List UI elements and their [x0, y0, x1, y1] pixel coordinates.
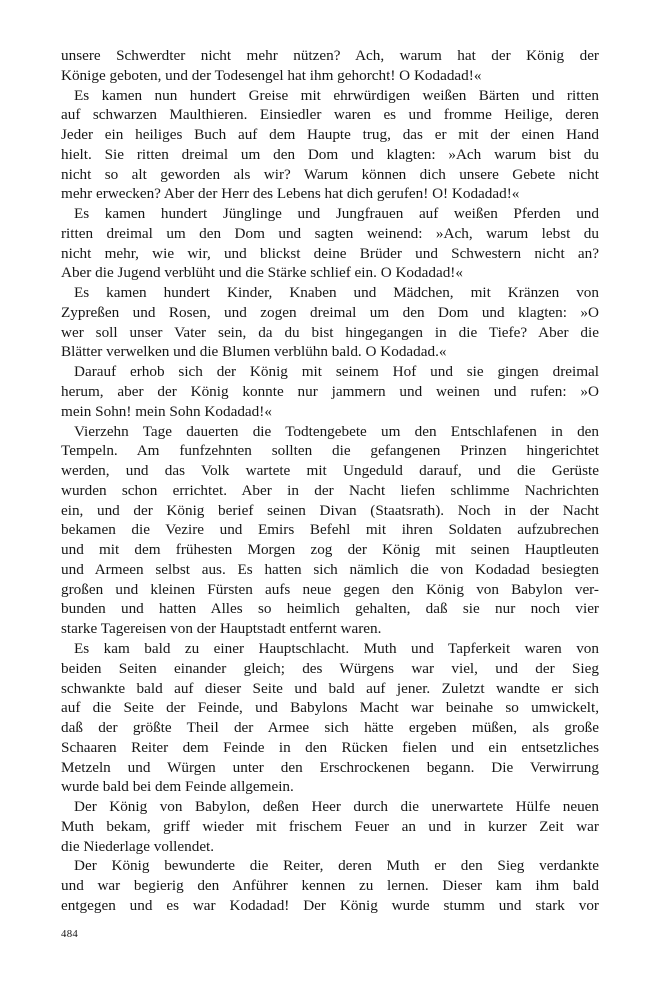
- text-line: wurde bald bei dem Feinde allgemein.: [61, 778, 294, 796]
- text-line: auf die Seite der Feinde, und Babylons Macht war beinahe so umwickelt,: [61, 699, 599, 717]
- text-line: Vierzehn Tage dauerten die Todtengebete um den Entschlafenen in den: [74, 422, 599, 440]
- text-line: Darauf erhob sich der König mit seinem Hof und sie gingen dreimal: [74, 363, 599, 381]
- text-line: Blätter verwelken und die Blumen verblühn bald. O Kodadad.«: [61, 343, 447, 361]
- text-line: Jeder ein heiliges Buch auf dem Haupte trug, das er mit der einen Hand: [61, 126, 599, 144]
- text-line: wurden schon errichtet. Aber in der Nacht liefen schlimme Nachrichten: [61, 481, 599, 499]
- text-line: wer soll unser Vater sein, da du bist hingegangen in die Tiefe? Aber die: [61, 323, 599, 341]
- text-line: nicht so alt geworden als wir? Warum können dich unsere Gebete nicht: [61, 165, 599, 183]
- text-line: herum, aber der König konnte nur jammern und weinen und rufen: »O: [61, 383, 599, 401]
- text-line: unsere Schwerdter nicht mehr nützen? Ach, warum hat der König der: [61, 47, 599, 64]
- text-line: Tempeln. Am funfzehnten sollten die gefangenen Prinzen hingerichtet: [61, 442, 599, 460]
- text-line: Muth bekam, griff wieder mit frischem Feuer an und in kurzer Zeit war: [61, 817, 599, 835]
- text-line: und Armeen selbst aus. Es hatten sich nämlich die von Kodadad besiegten: [61, 560, 599, 578]
- text-line: starke Tagereisen von der Hauptstadt entfernt waren.: [61, 620, 382, 638]
- text-line: schwankte bald auf dieser Seite und bald auf jener. Zuletzt wandte er sich: [61, 679, 599, 697]
- page-number: 484: [61, 928, 79, 940]
- text-line: Metzeln und Würgen unter den Erschrockenen begann. Die Verwirrung: [61, 758, 599, 776]
- text-line: nicht mehr, wie wir, und blickst deine Brüder und Schwestern nicht an?: [61, 244, 599, 262]
- text-line: mein Sohn! mein Sohn Kodadad!«: [61, 402, 272, 420]
- text-line: hielt. Sie ritten dreimal um den Dom und klagten: »Ach warum bist du: [61, 145, 599, 163]
- text-line: Es kamen hundert Kinder, Knaben und Mädchen, mit Kränzen von: [74, 284, 599, 302]
- text-line: Schaaren Reiter dem Feinde in den Rücken fielen und ein entsetzliches: [61, 738, 599, 756]
- text-line: und war begierig den Anführer kennen zu lernen. Dieser kam ihm bald: [61, 877, 599, 895]
- text-line: Der König bewunderte die Reiter, deren Muth er den Sieg verdankte: [74, 857, 599, 875]
- text-line: Es kamen hundert Jünglinge und Jungfrauen auf weißen Pferden und: [74, 205, 599, 223]
- text-line: ritten dreimal um den Dom und sagten weinend: »Ach, warum lebst du: [61, 224, 599, 242]
- text-line: und mit dem frühesten Morgen zog der König mit seinen Hauptleuten: [61, 541, 599, 559]
- text-line: Es kamen nun hundert Greise mit ehrwürdigen weißen Bärten und ritten: [74, 86, 599, 104]
- text-line: Es kam bald zu einer Hauptschlacht. Muth und Tapferkeit waren von: [74, 639, 599, 657]
- text-line: Aber die Jugend verblüht und die Stärke schlief ein. O Kodadad!«: [61, 264, 463, 282]
- text-line: ein, und der König berief seinen Divan (Staatsrath). Noch in der Nacht: [61, 501, 599, 519]
- text-line: bunden und hatten Alles so heimlich gehalten, daß sie nur noch vier: [61, 600, 599, 618]
- text-line: bekamen die Vezire und Emirs Befehl mit ihren Soldaten aufzubrechen: [61, 521, 599, 539]
- text-line: werden, und das Volk wartete mit Ungeduld darauf, und die Gerüste: [61, 462, 599, 480]
- body-text: [61, 46, 599, 916]
- text-line: Zypreßen und Rosen, und zogen dreimal um den Dom und klagten: »O: [61, 303, 599, 321]
- text-line: Der König von Babylon, deßen Heer durch die unerwartete Hülfe neuen: [74, 798, 599, 816]
- text-line: daß der größte Theil der Armee sich hätte ergeben müßen, als große: [61, 719, 599, 737]
- text-line: mehr erwecken? Aber der Herr des Lebens hat dich gerufen! O! Kodadad!«: [61, 185, 520, 203]
- text-line: großen und kleinen Fürsten aufs neue gegen den König von Babylon ver-: [61, 580, 599, 598]
- text-line: Könige geboten, und der Todesengel hat ihm gehorcht! O Kodadad!«: [61, 66, 482, 84]
- text-line: auf schwarzen Maulthieren. Einsiedler waren es und fromme Heilige, deren: [61, 106, 599, 124]
- text-line: beiden Seiten einander gleich; des Würgens war viel, und der Sieg: [61, 659, 599, 677]
- text-line: entgegen und es war Kodadad! Der König wurde stumm und stark vor: [61, 896, 599, 914]
- text-line: die Niederlage vollendet.: [61, 837, 215, 855]
